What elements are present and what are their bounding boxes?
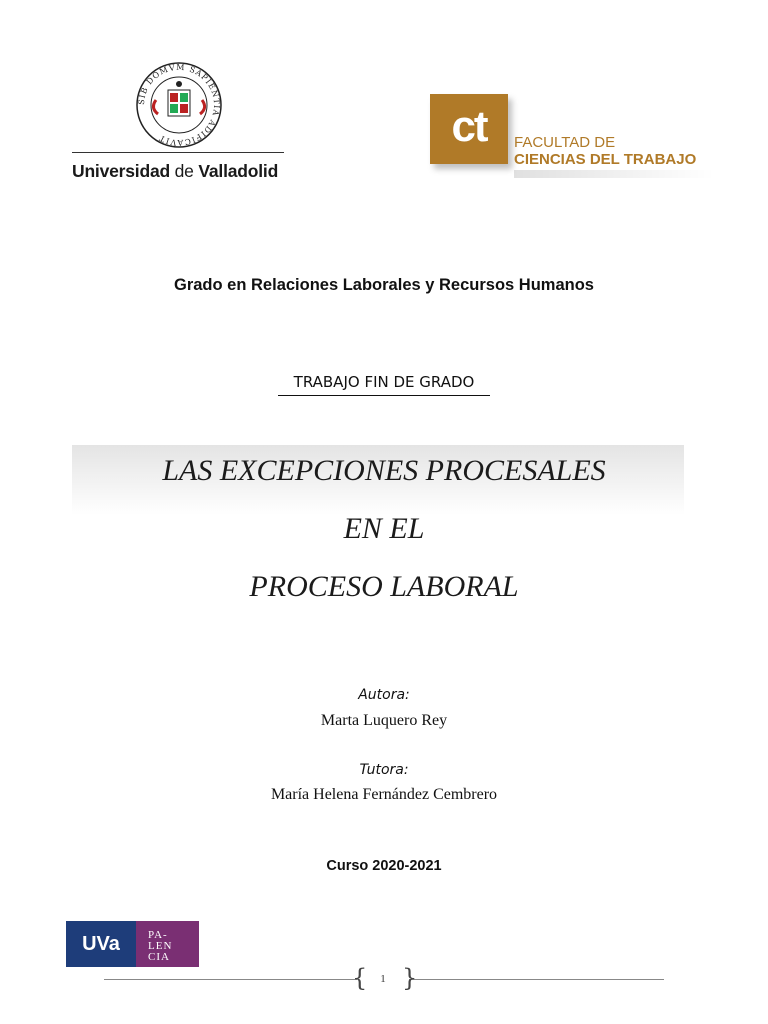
faculty-logo-mark (430, 94, 508, 164)
faculty-name-line1: FACULTAD DE (514, 134, 616, 151)
seal-text: SIB DOMVM SAPIENTIA ADIFICAVIT (136, 62, 222, 148)
tutor-label: Tutora: (359, 762, 409, 778)
campus-logo-line3: CIA (148, 951, 170, 963)
faculty-logo-letters: ct (451, 102, 487, 151)
page-number: 1 (380, 973, 386, 985)
campus-logo (66, 921, 199, 967)
tutor-name: María Helena Fernández Cembrero (270, 786, 498, 803)
work-type: TRABAJO FIN DE GRADO (278, 373, 490, 396)
faculty-name-line2: CIENCIAS DEL TRABAJO (514, 151, 697, 168)
thesis-title-line3: PROCESO LABORAL (249, 570, 519, 603)
logo-divider (72, 152, 284, 153)
faculty-logo-shadow (514, 170, 714, 178)
course-year: Curso 2020-2021 (326, 858, 442, 874)
campus-logo-line1: PA- (148, 929, 168, 941)
university-logo (72, 60, 284, 186)
thesis-title-line2: EN EL (343, 512, 425, 545)
thesis-title-line1: LAS EXCEPCIONES PROCESALES (162, 454, 606, 487)
faculty-logo (430, 94, 720, 184)
campus-logo-line2: LEN (148, 940, 173, 952)
right-brace-icon: } (402, 964, 418, 992)
university-name: Universidad de Valladolid (72, 161, 279, 181)
campus-logo-right (136, 921, 199, 967)
left-brace-icon: { (352, 964, 368, 992)
university-seal-icon (134, 60, 224, 150)
author-label: Autora: (358, 687, 410, 703)
degree-title: Grado en Relaciones Laborales y Recursos Humanos (174, 276, 594, 294)
author-name: Marta Luquero Rey (320, 712, 448, 729)
campus-logo-left: UVa (66, 921, 136, 967)
